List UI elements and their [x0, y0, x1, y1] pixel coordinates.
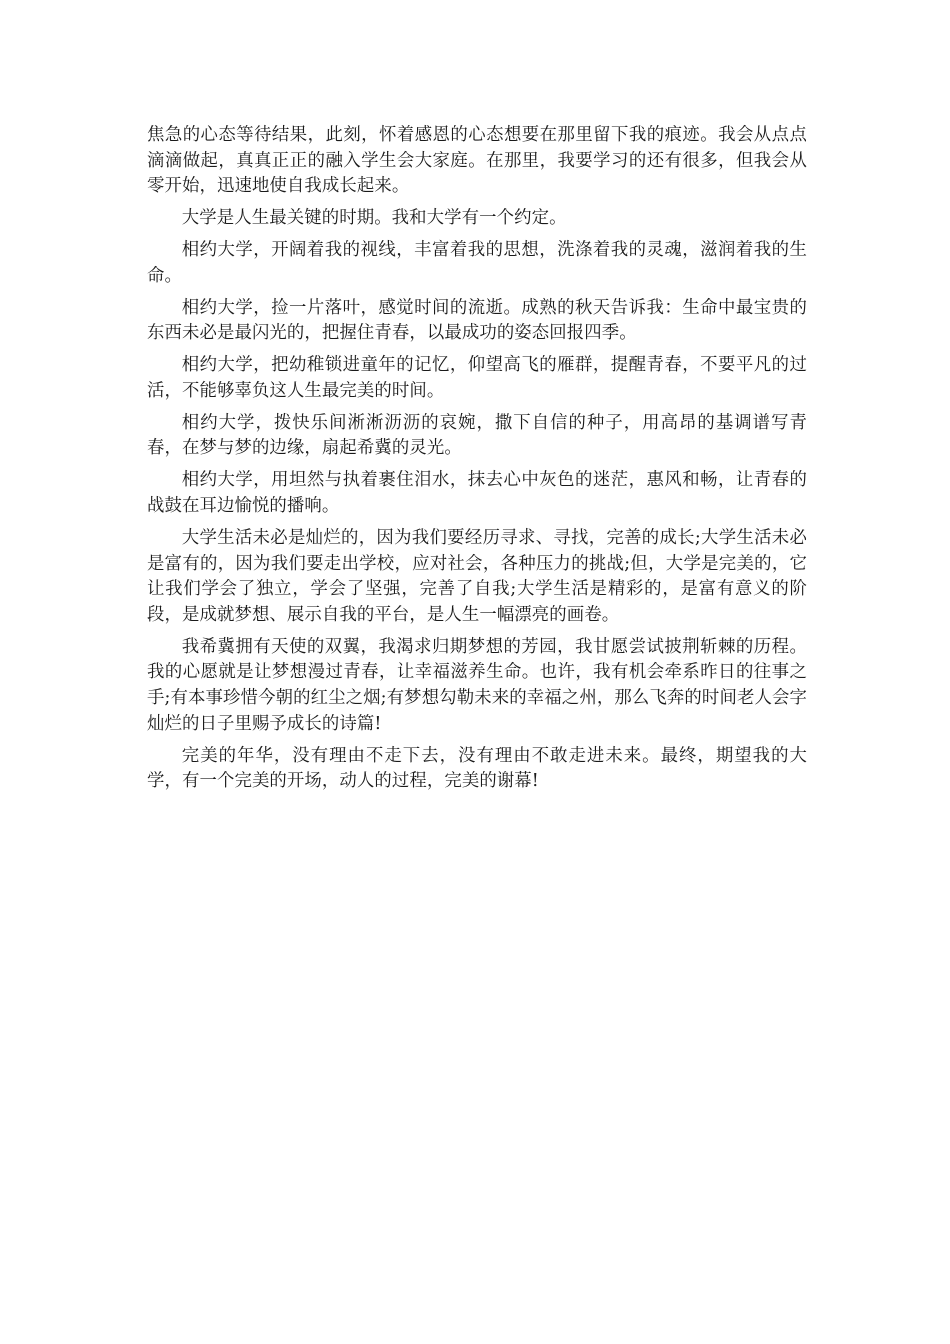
paragraph-1: 焦急的心态等待结果，此刻，怀着感恩的心态想要在那里留下我的痕迹。我会从点点滴滴做起，真真正正的融入学生会大家庭。在那里，我要学习的还有很多，但我会从零开始，迅速地使自我成长起来。 [147, 125, 807, 197]
paragraph-9: 我希冀拥有天使的双翼，我渴求归期梦想的芳园，我甘愿尝试披荆斩棘的历程。我的心愿就是让梦想漫过青春，让幸福滋养生命。也许，我有机会牵系昨日的往事之手;有本事珍惜今朝的红尘之烟;有梦想勾勒未来的幸福之州，那么飞奔的时间老人会字灿烂的日子里赐予成长的诗篇! [147, 636, 807, 734]
paragraph-7: 相约大学，用坦然与执着裹住泪水，抹去心中灰色的迷茫，惠风和畅，让青春的战鼓在耳边愉悦的播响。 [147, 470, 807, 517]
paragraph-6: 相约大学，拨快乐间淅淅沥沥的哀婉，撒下自信的种子，用高昂的基调谱写青春，在梦与梦的边缘，扇起希冀的灵光。 [147, 412, 807, 459]
paragraph-8: 大学生活未必是灿烂的，因为我们要经历寻求、寻找，完善的成长;大学生活未必是富有的，因为我们要走出学校，应对社会，各种压力的挑战;但，大学是完美的，它让我们学会了独立，学会了坚强，完善了自我;大学生活是精彩的，是富有意义的阶段，是成就梦想、展示自我的平台，是人生一幅漂亮的画卷。 [147, 528, 807, 625]
document-body [147, 123, 807, 801]
paragraph-10: 完美的年华，没有理由不走下去，没有理由不敢走进未来。最终，期望我的大学，有一个完美的开场，动人的过程，完美的谢幕! [147, 745, 807, 792]
paragraph-3: 相约大学，开阔着我的视线，丰富着我的思想，洗涤着我的灵魂，滋润着我的生命。 [147, 240, 807, 286]
paragraph-5: 相约大学，把幼稚锁进童年的记忆，仰望高飞的雁群，提醒青春，不要平凡的过活，不能够辜负这人生最完美的时间。 [147, 355, 807, 401]
paragraph-2: 大学是人生最关键的时期。我和大学有一个约定。 [181, 208, 567, 229]
paragraph-4: 相约大学，捡一片落叶，感觉时间的流逝。成熟的秋天告诉我：生命中最宝贵的东西未必是最闪光的，把握住青春，以最成功的姿态回报四季。 [147, 297, 807, 344]
